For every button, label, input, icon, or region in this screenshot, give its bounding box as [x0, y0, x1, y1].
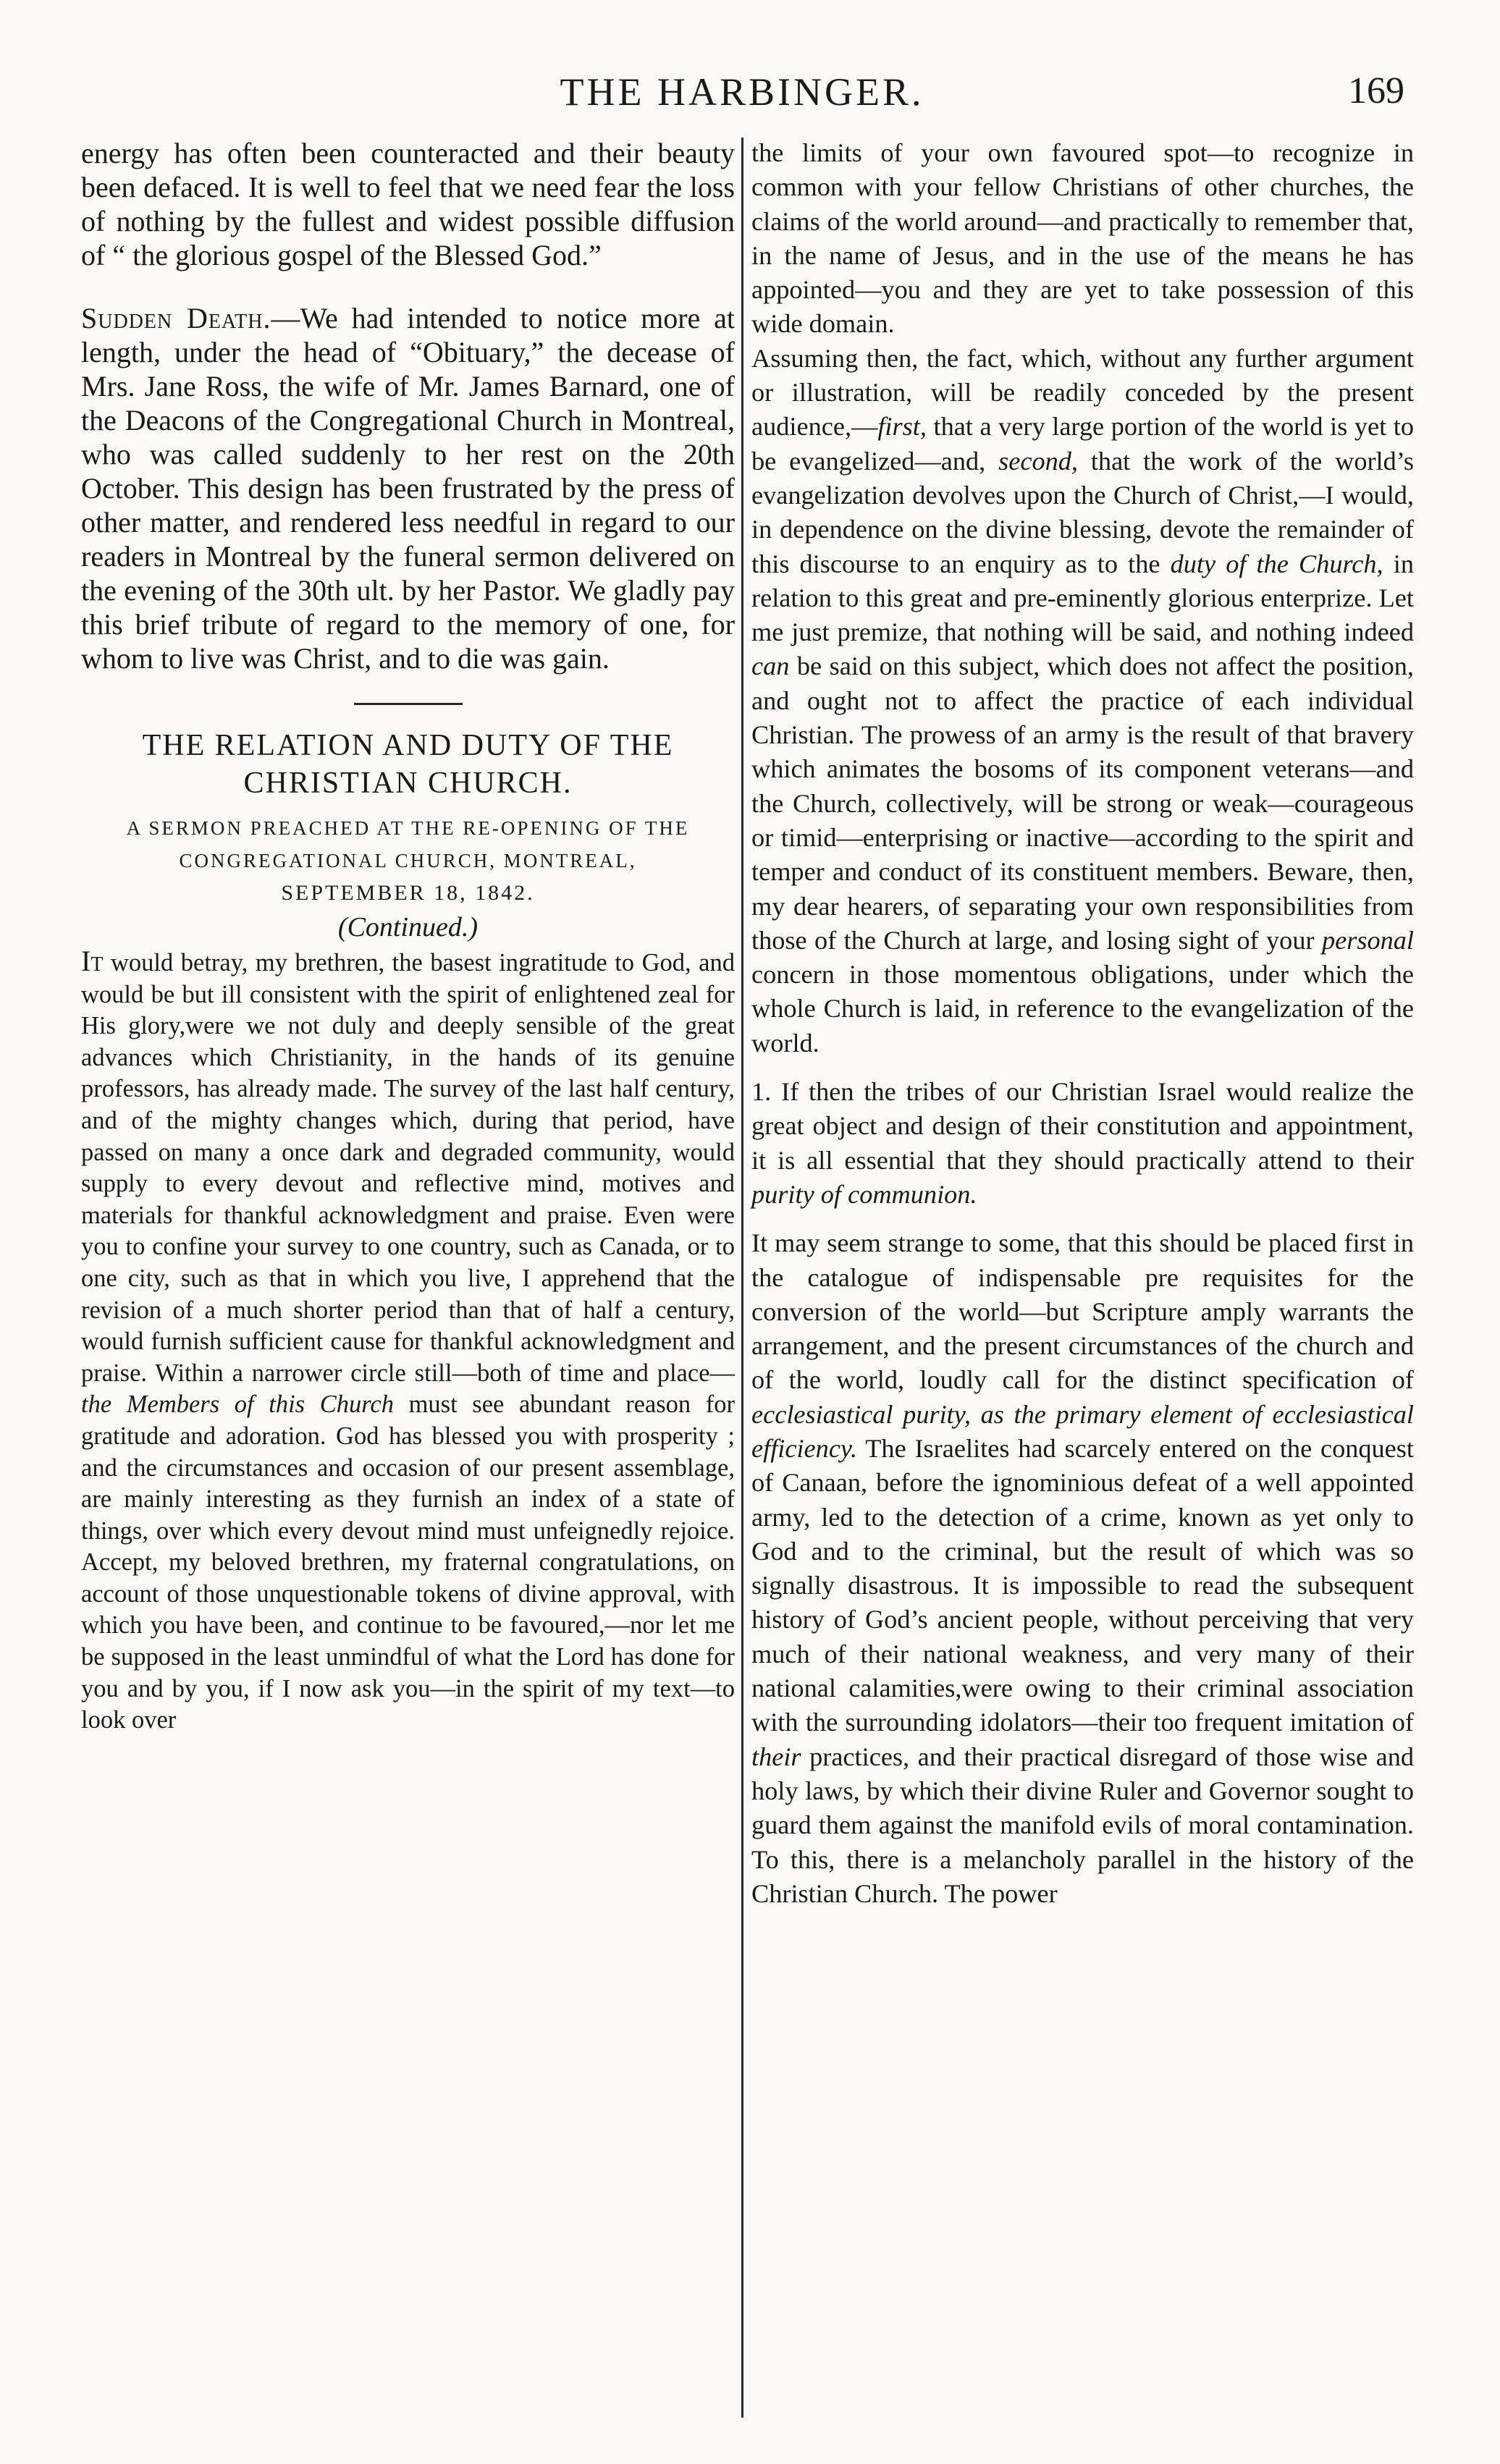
sermon-continued: (Continued.) [337, 912, 479, 942]
obituary-notice [81, 301, 735, 675]
sermon-body-emphasis: the Members of this Church [81, 1391, 394, 1419]
para2-emphasis-first: first, [877, 412, 927, 442]
para2-text-d: in relation to this great and pre-eminently glorious enterprize. Let me just premize, that nothing will be said, and nothing indeed [751, 549, 1414, 647]
right-column [751, 136, 1414, 1911]
sermon-paragraph [81, 945, 735, 1737]
para4-text-c: practices, and their practical disregard of those wise and holy laws, by which their divine Ruler and Governor sought to guard them against the manifold evils of moral contamination. To this, there is a melancholy parallel in the history of the Christian Church. The power [751, 1742, 1414, 1908]
running-header [80, 64, 1404, 122]
opening-paragraph: energy has often been counteracted and their beauty been defaced. It is well to feel that we need fear the loss of nothing by the fullest and widest possible diffusion of “ the glorious gospel of the Blessed God.” [81, 137, 735, 271]
running-title: THE HARBINGER. [560, 70, 924, 114]
column-rule [741, 138, 743, 2418]
sermon-initial: It [81, 945, 104, 977]
sermon-subtitle: A SERMON PREACHED AT THE RE-OPENING OF THE CONGREGATIONAL CHURCH, MONTREAL, [126, 817, 690, 872]
right-paragraph-3 [751, 1075, 1414, 1212]
para4-text-a: It may seem strange to some, that this should be placed first in the catalogue of indispensable pre requisites for the conversion of the world—but Scripture amply warrants the arrangement, and the present circumstances of the church and of the world, loudly call for the distinct specification of [751, 1228, 1414, 1395]
sermon-body-text-b: must see abundant reason for gratitude and adoration. God has blessed you with prosperity ; and the circumstances and occasion of our present assemblage, are mainly interesting as they furnish an index of a state of things, over which every devout mind must unfeignedly rejoice. Accept, my beloved brethren, my fraternal congratulations, on account of those unquestionable tokens of divine approval, with which you have been, and continue to be favoured,—nor let me be supposed in the least unmindful of what the Lord has done for you and by you, if I now ask you—in the spirit of my text—to look over [81, 1391, 735, 1734]
para2-text-b: that a very large portion of the world is yet to be evangelized—and, [751, 412, 1414, 476]
sermon-body-text-a: would betray, my brethren, the basest ingratitude to God, and would be but ill consistent with the spirit of enlightened zeal for His glory,were we not duly and deeply sensible of the great advances which Christianity, in the hands of its genuine professors, has already made. The survey of the last half century, and of the mighty changes which, during that period, have passed on many a once dark and degraded community, would supply to every devout and reflective mind, motives and materials for thankful acknowledgment and praise. Even were you to confine your survey to one country, such as Canada, or to one city, such as that in which you live, I apprehend that the revision of a much shorter period than that of half a century, would furnish sufficient cause for thankful acknowledgment and praise. Within a narrower circle still—both of time and place— [81, 949, 735, 1387]
page-number: 169 [1348, 70, 1404, 111]
para4-text-b: The Israelites had scarcely entered on the conquest of Canaan, before the ignominious defeat of a well appointed army, led to the detection of a crime, known as yet only to God and to the criminal, but the result of which was so signally disastrous. It is impossible to read the subsequent history of God’s ancient people, without perceiving that very much of their national weakness, and very many of their national calamities,were owing to their criminal association with the surrounding idolators—their too frequent imitation of [751, 1433, 1414, 1737]
para2-text-a: Assuming then, the fact, which, without any further argument or illustration, will be readily conceded by the present audience,— [751, 343, 1414, 442]
para3-emphasis: purity of communion. [751, 1179, 977, 1209]
right-paragraph-1: the limits of your own favoured spot—to recognize in common with your fellow Christians of other churches, the claims of the world around—and practically to remember that, in the name of Jesus, and in the use of the means he has appointed—you and they are yet to take possession of this wide domain. [751, 138, 1414, 339]
para2-text-c: that the work of the world’s evangelization devolves upon the Church of Christ,—I would, in dependence on the divine blessing, devote the remainder of this discourse to an enquiry as to the [751, 446, 1414, 578]
left-column [81, 136, 735, 1737]
para2-emphasis-can: can [751, 651, 790, 681]
para2-text-f: concern in those momentous obligations, under which the whole Church is laid, in reference to the evangelization of the world. [751, 960, 1414, 1058]
para2-emphasis-duty: duty of the Church, [1170, 549, 1383, 578]
notice-heading: Sudden Death. [81, 302, 271, 334]
para2-emphasis-personal: personal [1321, 925, 1414, 955]
section-divider [354, 703, 463, 705]
para3-text: 1. If then the tribes of our Christian Israel would realize the great object and design of their constitution and appointment, it is all essential that they should practically attend to their [751, 1077, 1414, 1175]
para2-text-e: be said on this subject, which does not affect the position, and ought not to affect the practice of each individual Christian. The prowess of an army is the result of that bravery which animates the bosoms of its component veterans—and the Church, collectively, will be strong or weak—courageous or timid—enterprising or inactive—according to the spirit and temper and conduct of its constituent members. Beware, then, my dear hearers, of separating your own responsibilities from those of the Church at large, and losing sight of your [751, 651, 1414, 955]
sermon-title: THE RELATION AND DUTY OF THE CHRISTIAN CHURCH. [142, 729, 674, 800]
para4-emphasis-purity: ecclesiastical purity, as the primary element of ecclesiastical efficiency. [751, 1399, 1414, 1463]
sermon-date: SEPTEMBER 18, 1842. [281, 881, 535, 905]
para2-emphasis-second: second, [998, 446, 1078, 476]
notice-body: —We had intended to notice more at length, under the head of “Obituary,” the decease of Mrs. Jane Ross, the wife of Mr. James Barnard, one of the Deacons of the Congregational Church in Montreal, who was called suddenly to her rest on the 20th October. This design has been frustrated by the press of other matter, and rendered less needful in regard to our readers in Montreal by the funeral sermon delivered on the evening of the 30th ult. by her Pastor. We gladly pay this brief tribute of regard to the memory of one, for whom to live was Christ, and to die was gain. [81, 302, 735, 675]
right-paragraph-2 [751, 342, 1414, 1060]
right-paragraph-4 [751, 1226, 1414, 1911]
para4-emphasis-their: their [751, 1742, 801, 1771]
